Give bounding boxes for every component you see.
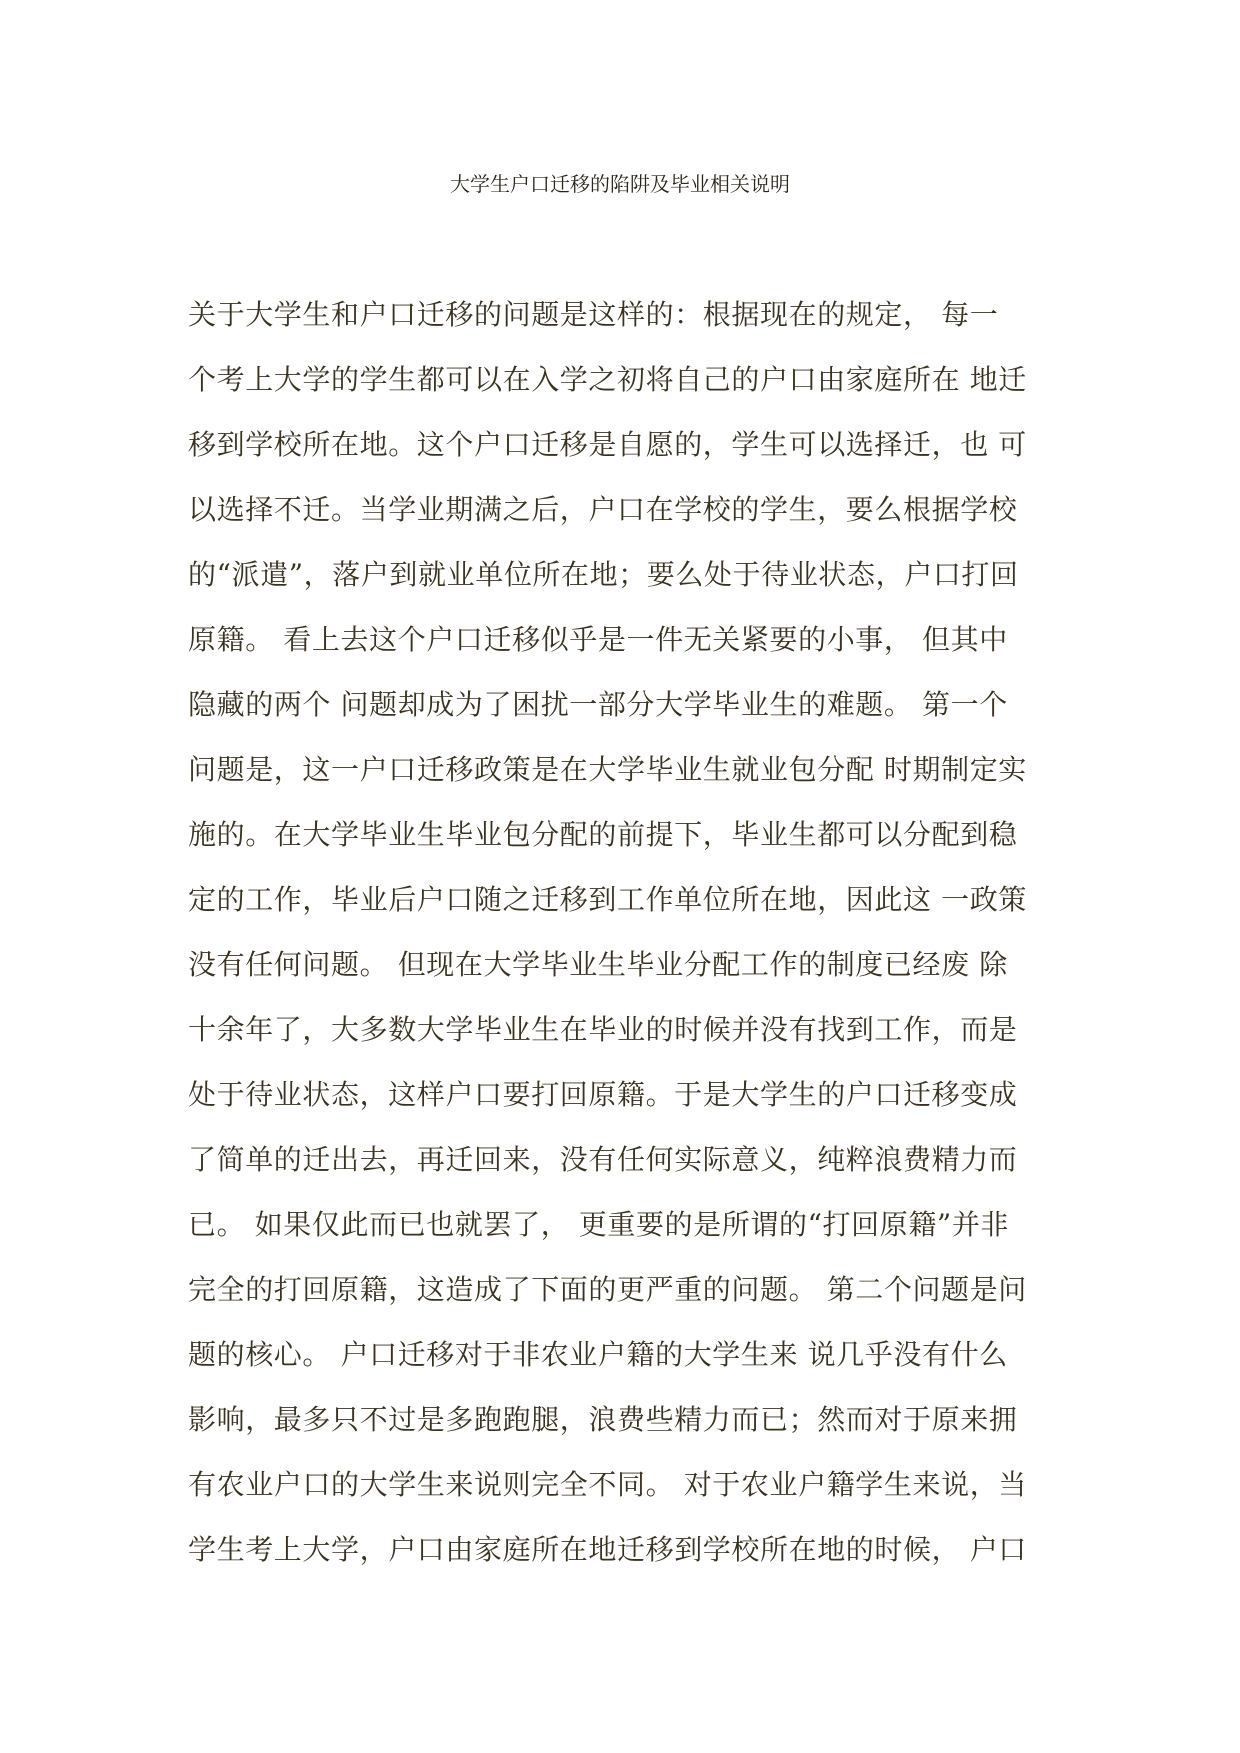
body-text-line: 完全的打回原籍，这造成了下面的更严重的问题。 第二个问题是问	[188, 1273, 1027, 1306]
body-text-line: 题的核心。 户口迁移对于非农业户籍的大学生来 说几乎没有什么	[188, 1338, 1008, 1371]
body-text-line: 以选择不迁。当学业期满之后，户口在学校的学生，要么根据学校	[188, 493, 1018, 526]
body-text-line: 移到学校所在地。这个户口迁移是自愿的，学生可以选择迁，也 可	[188, 428, 1027, 461]
body-text-line: 原籍。 看上去这个户口迁移似乎是一件无关紧要的小事， 但其中	[188, 623, 1008, 656]
body-text-line: 没有任何问题。 但现在大学毕业生毕业分配工作的制度已经废 除	[188, 948, 1008, 981]
body-text-line: 学生考上大学，户口由家庭所在地迁移到学校所在地的时候， 户口	[188, 1533, 1027, 1566]
body-text-line: 隐藏的两个 问题却成为了困扰一部分大学毕业生的难题。 第一个	[188, 688, 1008, 721]
body-text-line: 施的。在大学毕业生毕业包分配的前提下，毕业生都可以分配到稳	[188, 818, 1018, 851]
body-text-line: 已。 如果仅此而已也就罢了， 更重要的是所谓的“打回原籍”并非	[188, 1208, 1010, 1241]
body-text-line: 影响，最多只不过是多跑跑腿，浪费些精力而已；然而对于原来拥	[188, 1403, 1018, 1436]
body-text-line: 的“派遣”，落户到就业单位所在地；要么处于待业状态，户口打回	[188, 558, 1019, 591]
body-text-line: 了简单的迁出去，再迁回来，没有任何实际意义，纯粹浪费精力而	[188, 1143, 1018, 1176]
body-text-line: 问题是，这一户口迁移政策是在大学毕业生就业包分配 时期制定实	[188, 753, 1027, 786]
document-body	[188, 282, 1060, 1582]
body-text-line: 处于待业状态，这样户口要打回原籍。于是大学生的户口迁移变成	[188, 1078, 1018, 1111]
body-text-line: 个考上大学的学生都可以在入学之初将自己的户口由家庭所在 地迁	[188, 363, 1027, 396]
body-text-line: 定的工作，毕业后户口随之迁移到工作单位所在地，因此这 一政策	[188, 883, 1027, 916]
body-text-line: 十余年了，大多数大学毕业生在毕业的时候并没有找到工作，而是	[188, 1013, 1018, 1046]
body-text-line: 有农业户口的大学生来说则完全不同。 对于农业户籍学生来说，当	[188, 1468, 1027, 1501]
body-text-line: 关于大学生和户口迁移的问题是这样的：根据现在的规定， 每一	[188, 298, 999, 331]
document-title: 大学生户口迁移的陷阱及毕业相关说明	[450, 172, 790, 196]
